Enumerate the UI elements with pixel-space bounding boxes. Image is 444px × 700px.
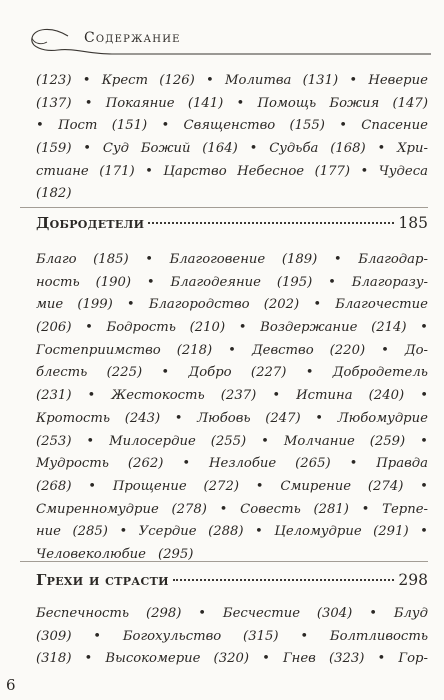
- index-word: Божия: [329, 95, 380, 111]
- index-word: Крест: [101, 73, 149, 88]
- bullet-separator: •: [262, 651, 270, 667]
- index-line: [36, 272, 428, 295]
- bullet-separator: •: [119, 524, 128, 540]
- bullet-separator: •: [377, 651, 386, 667]
- index-word: Бесчестие: [222, 606, 300, 621]
- bullet-separator: •: [272, 388, 281, 404]
- index-word: Совесть: [240, 501, 301, 517]
- index-word: (237): [220, 388, 257, 404]
- bullet-separator: •: [146, 274, 155, 290]
- index-word: (240): [368, 388, 405, 404]
- index-line: [36, 431, 428, 454]
- bullet-separator: •: [377, 141, 386, 157]
- index-word: (168): [330, 141, 366, 157]
- index-word: Прощение: [112, 478, 187, 494]
- index-line: [36, 340, 428, 363]
- index-word: (247): [265, 410, 301, 426]
- index-word: (272): [203, 478, 239, 494]
- bullet-separator: •: [349, 73, 358, 88]
- index-word: Покаяние: [105, 95, 175, 111]
- index-line: [36, 544, 428, 567]
- index-word: Чудеса: [378, 163, 428, 179]
- index-word: (210): [189, 320, 226, 336]
- index-word: (265): [295, 456, 331, 472]
- index-line: [36, 115, 428, 138]
- bullet-separator: •: [313, 297, 322, 313]
- bullet-separator: •: [206, 73, 214, 88]
- index-word: (218): [176, 342, 213, 358]
- index-line: [36, 317, 428, 340]
- index-word: (231): [36, 388, 72, 404]
- index-word: (304): [316, 606, 353, 621]
- index-word: (318): [36, 651, 72, 667]
- bullet-separator: •: [84, 95, 93, 111]
- index-word: Гостеприимство: [36, 342, 161, 358]
- index-word: (171): [99, 163, 135, 179]
- index-line: [36, 476, 428, 499]
- index-word: Пост: [58, 118, 98, 134]
- index-word: мие: [36, 297, 64, 313]
- bullet-separator: •: [361, 501, 370, 517]
- section-page-number: 185: [398, 214, 428, 232]
- bullet-separator: •: [369, 606, 377, 621]
- index-line: [36, 385, 428, 408]
- index-word: (268): [36, 478, 72, 494]
- index-word: Девство: [251, 342, 314, 358]
- bullet-separator: •: [255, 478, 264, 494]
- index-word: Смирение: [280, 478, 352, 494]
- header-flourish-ornament: [16, 14, 431, 66]
- bullet-separator: •: [83, 141, 92, 157]
- bullet-separator: •: [420, 320, 428, 336]
- bullet-separator: •: [161, 118, 170, 134]
- index-word: (137): [36, 95, 72, 111]
- index-line: [36, 626, 428, 649]
- index-word: Болтливость: [329, 628, 428, 644]
- bullet-separator: •: [145, 163, 153, 179]
- bullet-separator: •: [360, 163, 369, 179]
- index-word: Священство: [183, 118, 276, 134]
- index-word: (141): [187, 95, 224, 111]
- toc-entries-continued: [36, 70, 428, 206]
- index-word: Смиренномудрие: [36, 501, 159, 517]
- toc-entries-sins: [36, 603, 428, 671]
- index-word: Добродетель: [332, 365, 428, 381]
- bullet-separator: •: [333, 252, 342, 267]
- index-word: (164): [202, 141, 238, 157]
- index-line: [36, 603, 428, 626]
- index-word: Суд: [102, 141, 130, 157]
- index-word: (278): [171, 501, 207, 517]
- bullet-separator: •: [126, 297, 135, 313]
- bullet-separator: •: [381, 342, 389, 358]
- bullet-separator: •: [86, 433, 95, 449]
- bullet-separator: •: [420, 433, 428, 449]
- index-word: Правда: [376, 456, 428, 472]
- index-line: [36, 521, 428, 544]
- page-number: 6: [6, 676, 16, 694]
- index-word: (253): [36, 433, 72, 449]
- index-word: (227): [250, 365, 287, 381]
- bullet-separator: •: [145, 252, 153, 267]
- index-line: [36, 70, 428, 93]
- dot-leader: [148, 222, 394, 224]
- index-word: (155): [289, 118, 325, 134]
- index-word: блесть: [36, 365, 88, 381]
- index-word: Благодеяние: [170, 274, 261, 290]
- bullet-separator: •: [249, 141, 258, 157]
- index-line: [36, 138, 428, 161]
- index-line: [36, 93, 428, 116]
- index-word: Воздержание: [260, 320, 358, 336]
- index-word: (151): [111, 118, 148, 134]
- index-word: стиане: [36, 163, 89, 179]
- index-line: [36, 362, 428, 385]
- index-word: (255): [210, 433, 247, 449]
- bullet-separator: •: [85, 320, 93, 336]
- index-word: (262): [127, 456, 164, 472]
- index-word: Судьба: [269, 141, 319, 157]
- index-word: Благоговение: [169, 252, 266, 267]
- index-word: Целомудрие: [274, 524, 362, 540]
- bullet-separator: •: [82, 73, 91, 88]
- index-word: Благоразу-: [351, 274, 428, 290]
- index-word: Хри-: [397, 141, 428, 157]
- index-word: (131): [302, 73, 339, 88]
- index-word: (243): [124, 410, 161, 426]
- bullet-separator: •: [87, 388, 96, 404]
- toc-entries-virtues: [36, 249, 428, 567]
- index-word: Любовь: [197, 410, 251, 426]
- running-head-title: Содержание: [84, 30, 181, 46]
- index-word: (220): [329, 342, 366, 358]
- index-word: Небесное: [237, 163, 305, 179]
- bullet-separator: •: [261, 433, 269, 449]
- index-line: [36, 294, 428, 317]
- index-word: (288): [208, 524, 244, 540]
- index-word: Спасение: [361, 118, 428, 134]
- index-word: Любомудрие: [337, 410, 428, 426]
- index-word: (323): [328, 651, 365, 667]
- index-line: [36, 648, 428, 671]
- section-divider: [20, 561, 428, 562]
- index-word: Молитва: [225, 73, 292, 88]
- index-word: ние: [36, 524, 61, 540]
- index-word: Богохульство: [122, 628, 222, 644]
- index-word: Благо: [36, 252, 77, 267]
- bullet-separator: •: [174, 410, 183, 426]
- index-word: Высокомерие: [105, 651, 201, 667]
- bullet-separator: •: [219, 501, 228, 517]
- index-word: (177): [314, 163, 351, 179]
- bullet-separator: •: [255, 524, 263, 540]
- index-word: (195): [276, 274, 313, 290]
- index-word: (214): [371, 320, 407, 336]
- section-title: Добродетели: [36, 214, 145, 232]
- index-line: [36, 408, 428, 431]
- bullet-separator: •: [305, 365, 314, 381]
- index-word: (320): [213, 651, 250, 667]
- bullet-separator: •: [161, 365, 170, 381]
- index-word: Добро: [188, 365, 232, 381]
- index-word: Истина: [296, 388, 353, 404]
- index-word: До-: [404, 342, 428, 358]
- index-word: (123): [36, 73, 72, 88]
- bullet-separator: •: [238, 320, 247, 336]
- index-word: Беспечность: [36, 606, 130, 621]
- bullet-separator: •: [315, 410, 324, 426]
- index-word: Божий: [140, 141, 191, 157]
- index-word: Гнев: [282, 651, 316, 667]
- bullet-separator: •: [420, 478, 428, 494]
- index-word: Незлобие: [209, 456, 277, 472]
- index-word: (206): [36, 320, 72, 336]
- index-word: Жестокость: [111, 388, 205, 404]
- index-word: (259): [369, 433, 406, 449]
- dot-leader: [173, 579, 395, 581]
- index-word: (202): [263, 297, 300, 313]
- bullet-separator: •: [182, 456, 191, 472]
- running-header: [16, 14, 431, 66]
- index-word: (199): [77, 297, 113, 313]
- index-word: (295): [157, 546, 194, 562]
- section-title: Грехи и страсти: [36, 571, 169, 589]
- bullet-separator: •: [36, 118, 44, 134]
- index-word: Царство: [163, 163, 227, 179]
- bullet-separator: •: [420, 388, 428, 404]
- index-word: (274): [367, 478, 404, 494]
- index-word: Кротость: [36, 410, 111, 426]
- index-word: Милосердие: [109, 433, 196, 449]
- index-word: Благодар-: [358, 252, 428, 267]
- index-word: (189): [281, 252, 318, 267]
- index-line: [36, 499, 428, 522]
- index-word: (185): [93, 252, 129, 267]
- bullet-separator: •: [84, 651, 93, 667]
- bullet-separator: •: [93, 628, 102, 644]
- section-divider: [20, 207, 428, 208]
- index-word: (159): [36, 141, 72, 157]
- index-word: Человеколюбие: [36, 546, 146, 562]
- index-word: Бодрость: [106, 320, 176, 336]
- index-word: Неверие: [368, 73, 428, 88]
- index-word: (182): [36, 186, 72, 202]
- index-word: (281): [313, 501, 349, 517]
- index-word: (315): [243, 628, 279, 644]
- index-word: Благочестие: [335, 297, 428, 313]
- index-word: Терпе-: [382, 501, 428, 517]
- index-word: Гор-: [398, 651, 428, 667]
- index-word: ность: [36, 274, 80, 290]
- index-word: Молчание: [283, 433, 355, 449]
- index-line: [36, 183, 428, 206]
- index-word: (298): [145, 606, 182, 621]
- bullet-separator: •: [349, 456, 358, 472]
- index-word: Мудрость: [36, 456, 109, 472]
- index-word: (291): [373, 524, 409, 540]
- toc-section-heading-sins[interactable]: [36, 571, 428, 589]
- bullet-separator: •: [198, 606, 207, 621]
- index-line: [36, 453, 428, 476]
- index-word: (309): [36, 628, 72, 644]
- section-page-number: 298: [398, 571, 428, 589]
- index-word: Благородство: [148, 297, 250, 313]
- bullet-separator: •: [236, 95, 245, 111]
- index-line: [36, 161, 428, 184]
- bullet-separator: •: [300, 628, 309, 644]
- index-word: (147): [392, 95, 428, 111]
- index-word: Помощь: [257, 95, 317, 111]
- index-word: (190): [95, 274, 132, 290]
- index-word: (126): [159, 73, 195, 88]
- bullet-separator: •: [88, 478, 97, 494]
- index-word: (285): [72, 524, 108, 540]
- toc-section-heading-virtues[interactable]: [36, 214, 428, 232]
- index-word: (225): [106, 365, 143, 381]
- index-line: [36, 249, 428, 272]
- bullet-separator: •: [420, 524, 428, 540]
- bullet-separator: •: [339, 118, 348, 134]
- index-word: Усердие: [138, 524, 197, 540]
- index-word: Блуд: [393, 606, 428, 621]
- bullet-separator: •: [328, 274, 336, 290]
- bullet-separator: •: [228, 342, 236, 358]
